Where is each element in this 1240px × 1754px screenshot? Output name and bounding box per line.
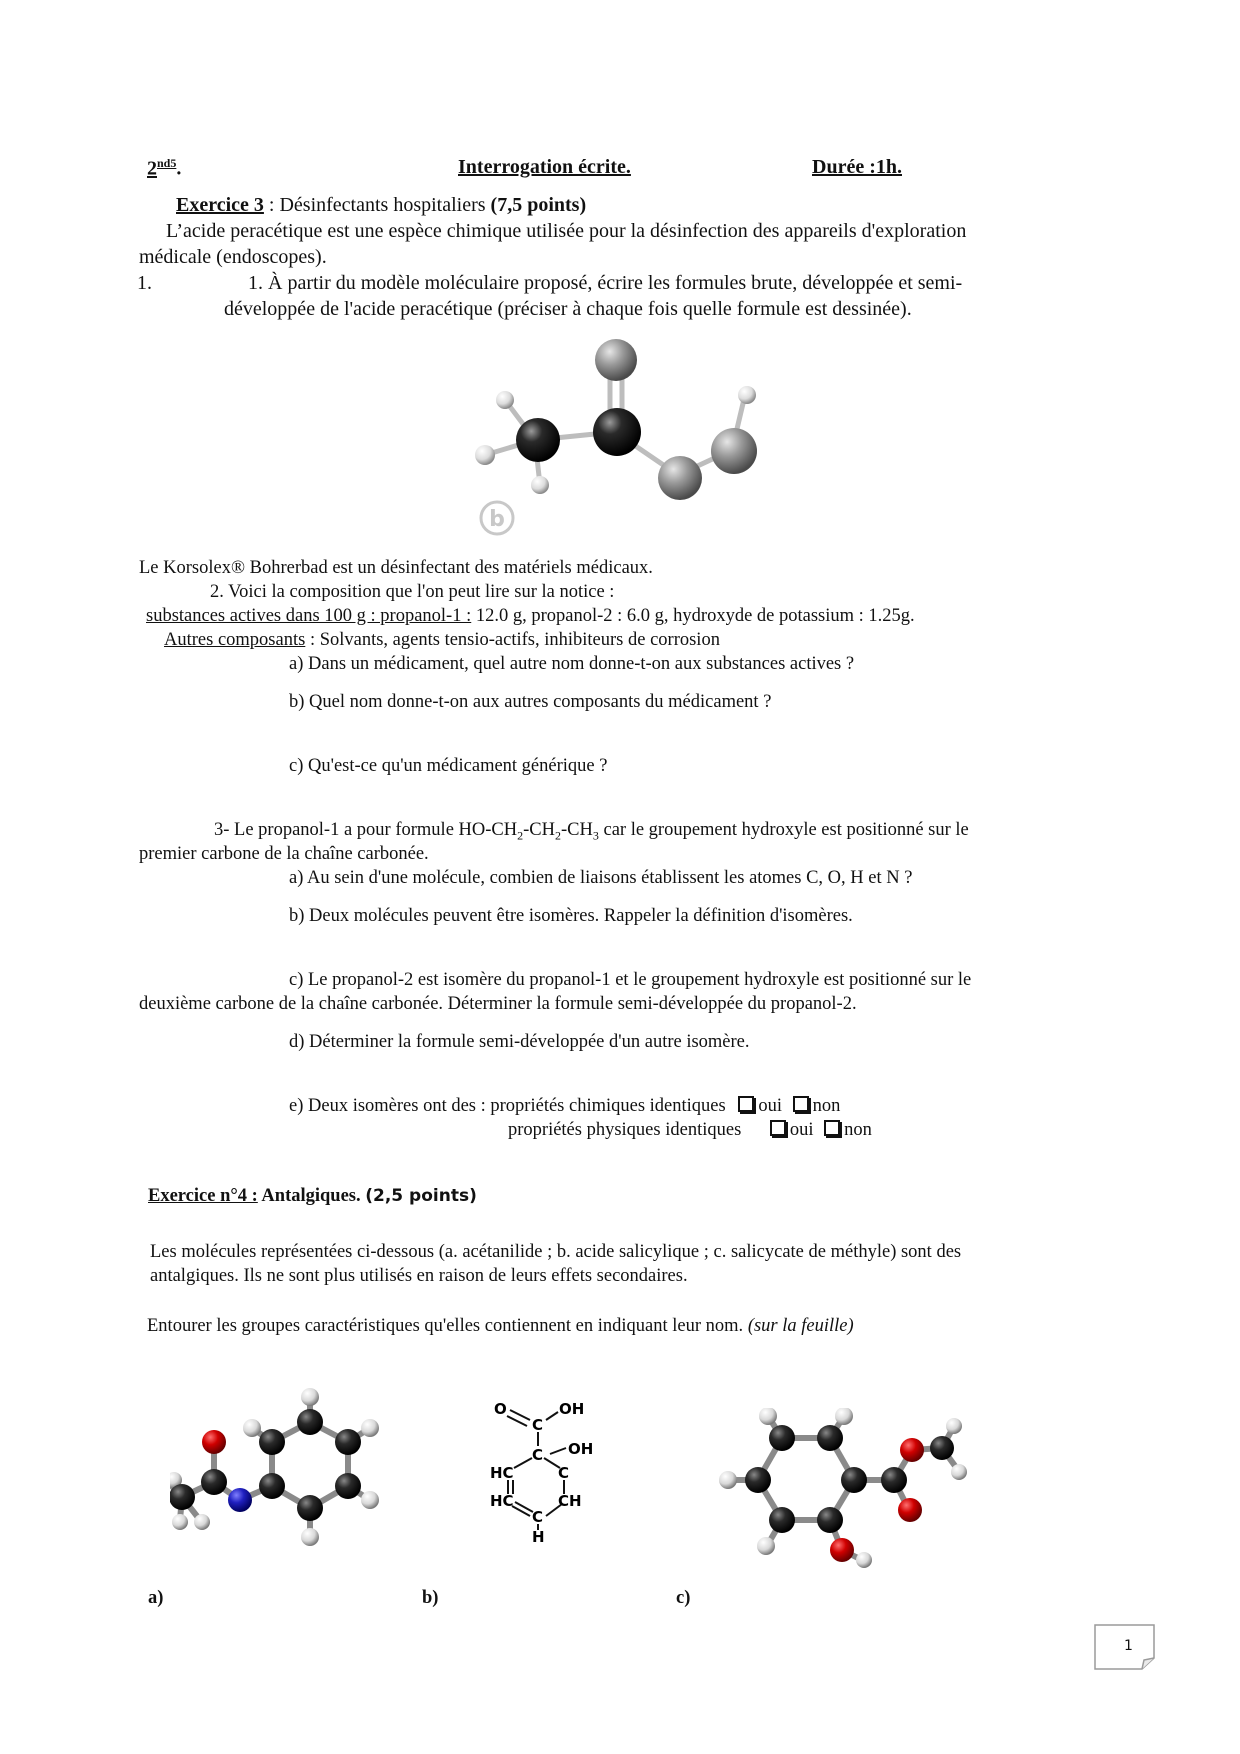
atom-c: C [558, 1464, 570, 1482]
peracetic-acid-model [460, 330, 780, 540]
checkbox[interactable] [770, 1120, 786, 1136]
atom-oh: OH [568, 1440, 594, 1458]
question-1-line-1: 1. À partir du modèle moléculaire proposé, écrire les formules brute, développée et semi- [248, 272, 963, 294]
label-c: c) [676, 1588, 691, 1608]
question-2a: a) Dans un médicament, quel autre nom donne-t-on aux substances actives ? [289, 654, 855, 674]
page-number: 1 [1124, 1638, 1133, 1654]
exercise-4-text-1: Les molécules représentées ci-dessous (a. acétanilide ; b. acide salicylique ; c. salicycate de méthyle) sont des [150, 1242, 962, 1262]
checkbox[interactable] [793, 1096, 809, 1112]
korsolex-text: Le Korsolex® Bohrerbad est un désinfectant des matériels médicaux. [139, 558, 653, 578]
atom-hc: HC [490, 1492, 514, 1510]
question-2c: c) Qu'est-ce qu'un médicament générique ? [289, 756, 608, 776]
question-3a: a) Au sein d'une molécule, combien de liaisons établissent les atomes C, O, H et N ? [289, 868, 913, 888]
hydrogen-atom [738, 386, 756, 404]
exercise-3-heading: Exercice 3 : Désinfectants hospitaliers (7,5 points) [176, 194, 587, 216]
question-3b: b) Deux molécules peuvent être isomères. Rappeler la définition d'isomères. [289, 906, 853, 926]
hydrogen-atom [496, 391, 514, 409]
atom-c: C [532, 1416, 544, 1434]
question-2b: b) Quel nom donne-t-on aux autres composants du médicament ? [289, 692, 772, 712]
oxygen-atom [711, 428, 757, 474]
checkbox[interactable] [738, 1096, 754, 1112]
list-number: 1. [137, 272, 152, 294]
atom-ch: CH [558, 1492, 582, 1510]
methyl-salicylate-model [702, 1408, 972, 1598]
duration: Durée :1h. [812, 156, 902, 178]
page-title: Interrogation écrite. [458, 156, 631, 178]
exercise-4-heading: Exercice n°4 : Antalgiques. (2,5 points) [148, 1186, 477, 1206]
salicylic-acid-formula [484, 1398, 644, 1548]
question-3-line-1: 3- Le propanol-1 a pour formule $HO-CH_2-CH_2-CH_3$ car le groupement hydroxyle est positionné sur le [214, 820, 969, 843]
question-3d: d) Déterminer la formule semi-développée d'un autre isomère. [289, 1032, 750, 1052]
exercise-4-text-2: antalgiques. Ils ne sont plus utilisés en raison de leurs effets secondaires. [150, 1266, 688, 1286]
atom-hc: HC [490, 1464, 514, 1482]
class-label: $2^{nd5}$. [147, 156, 182, 180]
label-b: b) [422, 1588, 439, 1608]
question-2-intro: 2. Voici la composition que l'on peut lire sur la notice : [210, 582, 615, 602]
other-components: Autres composants : Solvants, agents tensio-actifs, inhibiteurs de corrosion [164, 630, 720, 650]
carbon-atom [516, 418, 560, 462]
checkbox[interactable] [824, 1120, 840, 1136]
model-badge-letter: b [489, 507, 505, 532]
carbon-atom [593, 408, 641, 456]
atom-h: H [532, 1528, 545, 1546]
question-3c-line-2: deuxième carbone de la chaîne carbonée. Déterminer la formule semi-développée du propanol-2. [139, 994, 857, 1014]
question-3c-line-1: c) Le propanol-2 est isomère du propanol-1 et le groupement hydroxyle est positionné sur le [289, 970, 972, 990]
intro-line-1: L’acide peracétique est une espèce chimique utilisée pour la désinfection des appareils d'exploration [166, 220, 967, 242]
atom-o: O [494, 1400, 507, 1418]
hydrogen-atom [475, 445, 495, 465]
question-3-line-2: premier carbone de la chaîne carbonée. [139, 844, 429, 864]
atom-c: C [532, 1446, 544, 1464]
question-3e-row-2: propriétés physiques identiques oui non [508, 1120, 872, 1140]
question-1-line-2: développée de l'acide peracétique (préciser à chaque fois quelle formule est dessinée). [224, 298, 912, 320]
label-a: a) [148, 1588, 164, 1608]
oxygen-atom [595, 339, 637, 381]
question-3e-row-1: e) Deux isomères ont des : propriétés chimiques identiques oui non [289, 1096, 841, 1116]
exercise-4-instruction: Entourer les groupes caractéristiques qu'elles contiennent en indiquant leur nom. (sur la feuille) [147, 1316, 854, 1336]
oxygen-atom [658, 456, 702, 500]
active-substances: substances actives dans 100 g : propanol-1 : 12.0 g, propanol-2 : 6.0 g, hydroxyde de potassium : 1.25g. [146, 606, 915, 626]
atom-oh: OH [559, 1400, 585, 1418]
hydrogen-atom [531, 476, 549, 494]
atom-c: C [532, 1508, 544, 1526]
intro-line-2: médicale (endoscopes). [139, 246, 327, 268]
acetanilide-model [170, 1382, 410, 1597]
